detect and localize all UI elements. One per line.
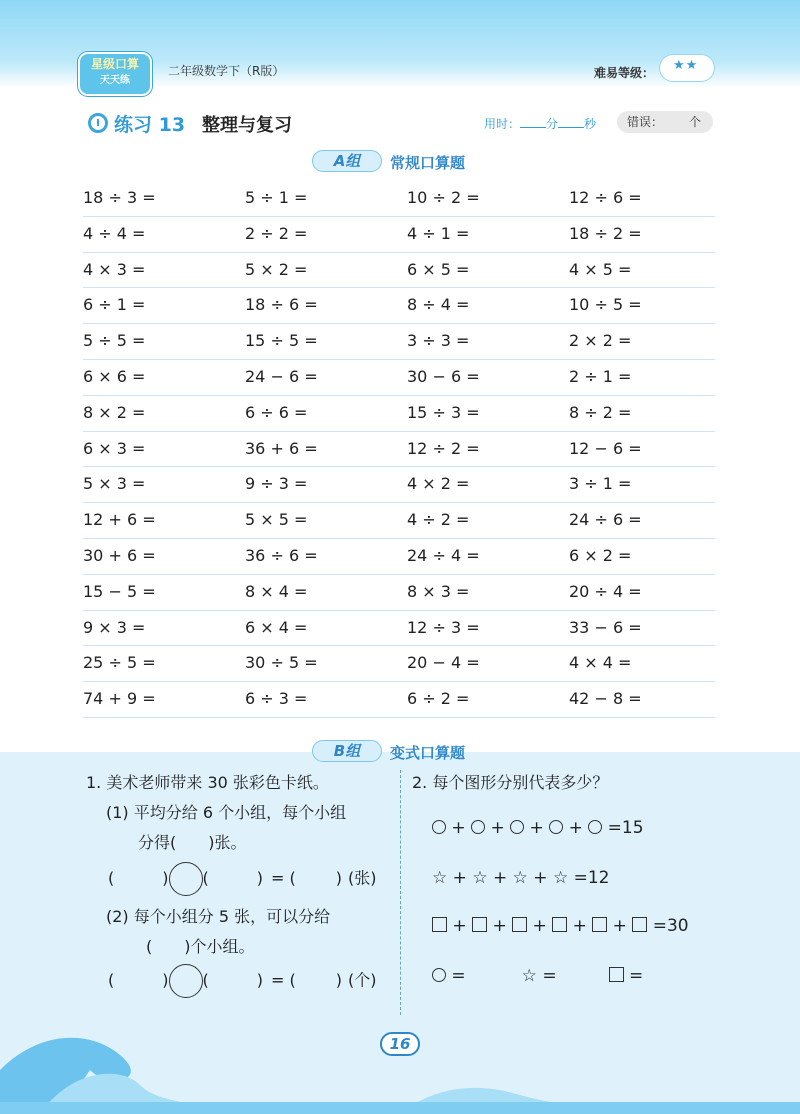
problem-row [83,611,715,647]
minute-label: 分 [546,117,559,131]
problem-cell[interactable]: 25 ÷ 5 = [83,653,156,673]
problem-cell[interactable]: 15 − 5 = [83,581,156,601]
square-shape-icon [609,967,624,982]
problem-cell[interactable]: 6 ÷ 6 = [245,402,308,422]
problem-cell[interactable]: 20 ÷ 4 = [569,581,642,601]
problem-cell[interactable]: 74 + 9 = [83,689,156,709]
problem-cell[interactable]: 4 ÷ 1 = [407,223,470,243]
grade-label: 二年级数学下（R版） [168,64,285,78]
square-shape-icon [552,917,567,932]
problem-cell[interactable]: 24 − 6 = [245,366,318,386]
problem-cell[interactable]: 30 − 6 = [407,366,480,386]
problem-cell[interactable]: 6 × 4 = [245,617,308,637]
errors-unit: 个 [688,115,701,129]
circle-shape-icon [471,820,485,834]
circle-shape-icon [588,820,602,834]
problem-cell[interactable]: 6 × 2 = [569,545,632,565]
problem-cell[interactable]: 15 ÷ 3 = [407,402,480,422]
problem-row [83,396,715,432]
problem-cell[interactable]: 4 ÷ 2 = [407,510,470,530]
eq1-close-b: ) [256,868,263,888]
square-equation-result: =30 [652,916,689,936]
square-shape-icon [512,917,527,932]
eq1-unit: (张) [347,868,377,888]
q1-part2-line1: (2) 每个小组分 5 张，可以分给 [106,907,331,926]
plus-sign: + [490,818,505,838]
problem-cell[interactable]: 2 × 2 = [569,331,632,351]
problem-row [83,432,715,468]
eq1-equals: = ( [271,868,296,888]
problem-cell[interactable]: 5 × 2 = [245,259,308,279]
q1-equation1 [108,862,376,896]
problem-cell[interactable]: 5 ÷ 1 = [245,188,308,207]
problem-cell[interactable]: 8 × 2 = [83,402,146,422]
problem-cell[interactable]: 10 ÷ 5 = [569,295,642,315]
problem-cell[interactable]: 5 × 3 = [83,474,146,494]
problem-row [83,288,715,324]
operator-circle[interactable] [169,862,203,896]
problem-cell[interactable]: 2 ÷ 1 = [569,366,632,386]
circle-shape-icon [432,968,446,982]
problem-cell[interactable]: 30 ÷ 5 = [245,653,318,673]
column-divider [400,770,401,1015]
circle-equation [432,818,644,838]
star-equation [432,868,609,888]
problem-cell[interactable]: 18 ÷ 2 = [569,223,642,243]
plus-sign: + [572,916,587,936]
eq1-close-a: ) [162,868,169,888]
plus-sign: + [568,818,583,838]
logo-line1: 星级口算 [90,57,139,71]
problem-row [83,324,715,360]
problem-cell[interactable]: 8 × 4 = [245,581,308,601]
problem-cell[interactable]: 10 ÷ 2 = [407,188,480,207]
problem-cell[interactable]: 9 ÷ 3 = [245,474,308,494]
problem-cell[interactable]: 5 ÷ 5 = [83,331,146,351]
problem-cell[interactable]: 3 ÷ 1 = [569,474,632,494]
star-shape-icon: ☆ [432,868,448,888]
problem-cell[interactable]: 3 ÷ 3 = [407,331,470,351]
plus-sign: + [529,818,544,838]
star-shape-icon: ☆ [472,868,488,888]
q1-equation2 [108,964,376,998]
clock-icon [88,113,108,133]
square-shape-icon [432,917,447,932]
difficulty-cloud [660,55,714,81]
plus-sign: + [533,868,548,888]
q2-stem: 2. 每个图形分别代表多少？ [412,773,609,792]
problem-row [83,360,715,396]
exercise-number: 练习 13 [114,114,186,136]
page-number: 16 [380,1032,420,1056]
second-label: 秒 [584,117,597,131]
problem-cell[interactable]: 12 ÷ 3 = [407,617,480,637]
plus-sign: + [451,818,466,838]
star-shape-icon: ☆ [552,868,569,888]
square-shape-icon [592,917,607,932]
plus-sign: + [612,916,627,936]
group-a-heading [312,150,512,174]
errors-field[interactable] [617,111,713,133]
problem-cell[interactable]: 6 × 5 = [407,259,470,279]
plus-sign: + [492,916,507,936]
circle-equation-result: =15 [607,818,644,838]
eq2-open-b: ( [202,970,209,990]
problem-row [83,682,715,718]
second-blank[interactable] [558,116,584,128]
q1-part1-line1: (1) 平均分给 6 个小组，每个小组 [106,803,347,822]
circle-shape-icon [510,820,524,834]
eq2-result-close: ) [335,970,342,990]
problem-cell[interactable]: 4 × 4 = [569,653,632,673]
problem-cell[interactable]: 15 ÷ 5 = [245,331,318,351]
problem-cell[interactable]: 8 ÷ 2 = [569,402,632,422]
problem-cell[interactable]: 8 × 3 = [407,581,470,601]
square-equation [432,916,689,936]
time-label: 用时： [484,117,521,131]
star-shape-icon: ☆ [521,966,537,986]
problem-cell[interactable]: 36 ÷ 6 = [245,545,318,565]
plus-sign: + [532,916,547,936]
q1-stem: 1. 美术老师带来 30 张彩色卡纸。 [86,773,329,792]
circle-shape-icon [549,820,563,834]
problem-cell[interactable]: 24 ÷ 6 = [569,510,642,530]
problem-cell[interactable]: 4 ÷ 4 = [83,223,146,243]
star-shape-icon: ☆ [512,868,528,888]
plus-sign: + [452,916,467,936]
problem-cell[interactable]: 9 × 3 = [83,617,146,637]
problem-cell[interactable]: 12 ÷ 6 = [569,188,642,207]
problem-row [83,467,715,503]
exercise-title: 整理与复习 [202,115,292,136]
problem-cell[interactable]: 36 + 6 = [245,438,318,458]
star-answer-eq: = [542,966,557,986]
problem-cell[interactable]: 6 × 3 = [83,438,146,458]
problem-row [83,253,715,289]
eq2-unit: (个) [347,970,377,990]
difficulty-stars: ★★ [673,58,699,73]
problem-cell[interactable]: 2 ÷ 2 = [245,223,308,243]
circle-shape-icon [432,820,446,834]
problem-cell[interactable]: 6 × 6 = [83,366,146,386]
difficulty-label: 难易等级： [594,66,655,80]
square-answer-eq: = [628,966,644,986]
eq1-open-b: ( [202,868,209,888]
problem-cell[interactable]: 4 × 2 = [407,474,470,494]
problem-cell[interactable]: 12 ÷ 2 = [407,438,480,458]
wave-decoration [0,1010,800,1114]
problem-cell[interactable]: 24 ÷ 4 = [407,545,480,565]
problem-cell[interactable]: 8 ÷ 4 = [407,295,470,315]
answer-line [432,966,683,986]
eq1-open: ( [108,868,115,888]
group-a-problems [83,181,715,718]
square-shape-icon [632,917,647,932]
errors-label: 错误： [627,115,664,129]
minute-blank[interactable] [520,116,546,128]
group-a-badge: A组 [312,150,382,172]
problem-cell[interactable]: 6 ÷ 1 = [83,295,146,315]
problem-row [83,181,715,217]
problem-cell[interactable]: 30 + 6 = [83,545,156,565]
problem-cell[interactable]: 5 × 5 = [245,510,308,530]
problem-cell[interactable]: 4 × 5 = [569,259,632,279]
circle-answer-eq: = [451,966,466,986]
logo-line2: 天天练 [100,75,130,86]
group-b-heading [312,740,512,764]
problem-cell[interactable]: 18 ÷ 3 = [83,188,156,207]
problem-cell[interactable]: 6 ÷ 3 = [245,689,308,709]
series-logo [78,52,152,96]
problem-cell[interactable]: 12 − 6 = [569,438,642,458]
plus-sign: + [452,868,467,888]
problem-row [83,217,715,253]
plus-sign: + [492,868,508,888]
group-b-label: 变式口算题 [390,744,466,762]
problem-cell[interactable]: 4 × 3 = [83,259,146,279]
problem-cell[interactable]: 33 − 6 = [569,617,642,637]
problem-cell[interactable]: 18 ÷ 6 = [245,295,318,315]
problem-cell[interactable]: 6 ÷ 2 = [407,689,470,709]
group-b-badge: B组 [312,740,382,762]
operator-circle[interactable] [169,964,203,998]
problem-row [83,539,715,575]
time-field [484,115,596,132]
problem-row [83,646,715,682]
eq2-open: ( [108,970,115,990]
problem-row [83,503,715,539]
eq2-close-b: ) [256,970,263,990]
problem-cell[interactable]: 12 + 6 = [83,510,156,530]
q1-part1-line2: 分得( )张。 [138,833,247,852]
q1-part2-line2: ( )个小组。 [146,937,255,956]
eq2-close-a: ) [162,970,169,990]
group-a-label: 常规口算题 [390,154,466,172]
problem-cell[interactable]: 20 − 4 = [407,653,480,673]
star-equation-result: =12 [573,868,610,888]
eq2-equals: = ( [271,970,296,990]
square-shape-icon [472,917,487,932]
problem-cell[interactable]: 42 − 8 = [569,689,642,709]
eq1-result-close: ) [335,868,342,888]
problem-row [83,575,715,611]
